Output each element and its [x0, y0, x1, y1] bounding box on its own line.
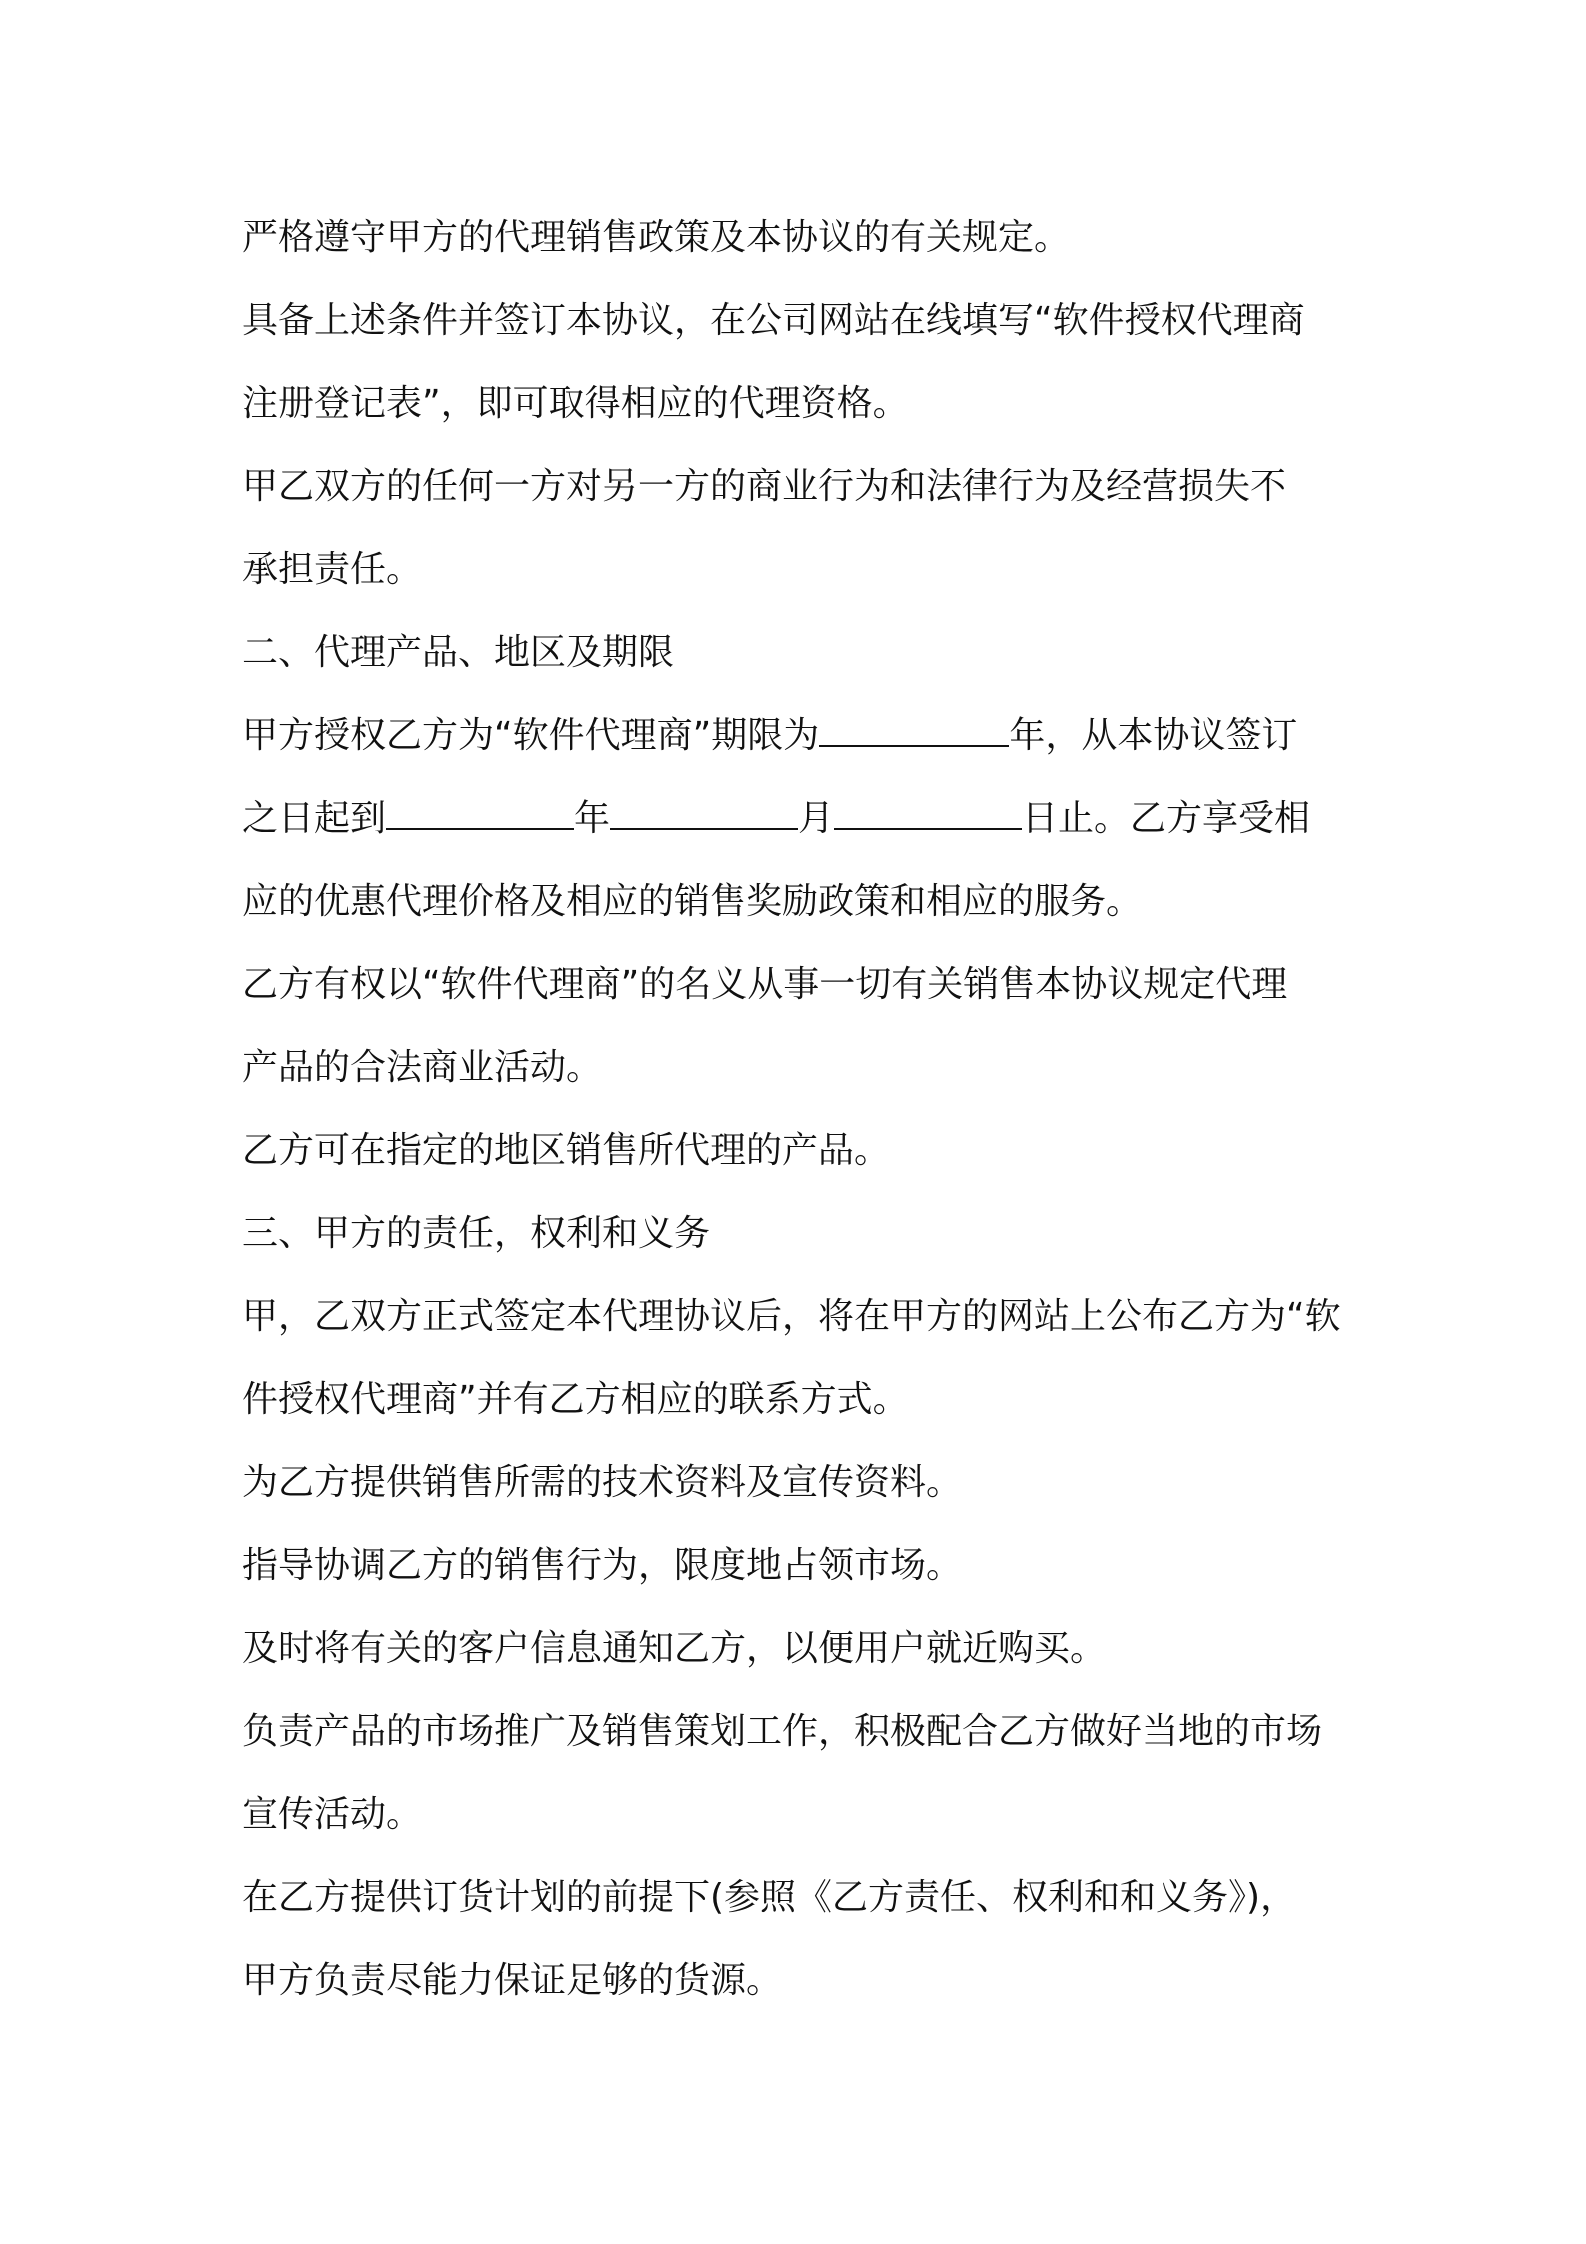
text-segment: 甲方授权乙方为“软件代理商”期限为	[242, 715, 820, 756]
fill-in-blank[interactable]	[834, 798, 1022, 830]
paragraph-line: 在乙方提供订货计划的前提下(参照《乙方责任、权利和和义务》)，	[242, 1877, 1297, 1918]
paragraph-line: 及时将有关的客户信息通知乙方，以便用户就近购买。	[242, 1628, 1107, 1669]
paragraph-line: 严格遵守甲方的代理销售政策及本协议的有关规定。	[242, 217, 1071, 258]
paragraph-line: 为乙方提供销售所需的技术资料及宣传资料。	[242, 1462, 963, 1503]
fill-in-blank[interactable]	[386, 798, 574, 830]
section-heading: 三、甲方的责任，权利和义务	[242, 1213, 711, 1254]
paragraph-line: 应的优惠代理价格及相应的销售奖励政策和相应的服务。	[242, 881, 1143, 922]
document-body	[242, 196, 1362, 2022]
section-heading: 二、代理产品、地区及期限	[242, 632, 675, 673]
paragraph-line: 具备上述条件并签订本协议，在公司网站在线填写“软件授权代理商	[242, 300, 1305, 341]
paragraph-line: 乙方可在指定的地区销售所代理的产品。	[242, 1130, 891, 1171]
paragraph-line: 件授权代理商”并有乙方相应的联系方式。	[242, 1379, 909, 1420]
paragraph-line-with-blanks	[242, 777, 1362, 860]
paragraph-line: 产品的合法商业活动。	[242, 1047, 603, 1088]
paragraph-line: 注册登记表”，即可取得相应的代理资格。	[242, 383, 909, 424]
paragraph-line: 指导协调乙方的销售行为，限度地占领市场。	[242, 1545, 963, 1586]
paragraph-line: 宣传活动。	[242, 1794, 423, 1835]
paragraph-line: 甲乙双方的任何一方对另一方的商业行为和法律行为及经营损失不	[242, 466, 1287, 507]
text-segment: 年，从本协议签订	[1009, 715, 1298, 756]
text-segment: 月	[798, 798, 835, 839]
paragraph-line: 承担责任。	[242, 549, 423, 590]
paragraph-line: 乙方有权以“软件代理商”的名义从事一切有关销售本协议规定代理	[242, 964, 1288, 1005]
fill-in-blank[interactable]	[610, 798, 798, 830]
text-segment: 之日起到	[242, 798, 387, 839]
paragraph-line: 负责产品的市场推广及销售策划工作，积极配合乙方做好当地的市场	[242, 1711, 1323, 1752]
paragraph-line: 甲方负责尽能力保证足够的货源。	[242, 1960, 783, 2001]
fill-in-blank[interactable]	[819, 715, 1009, 747]
text-segment: 年	[574, 798, 611, 839]
paragraph-line: 甲，乙双方正式签定本代理协议后，将在甲方的网站上公布乙方为“软	[242, 1296, 1341, 1337]
paragraph-line-with-blank	[242, 694, 1362, 777]
text-segment: 日止。乙方享受相	[1022, 798, 1311, 839]
